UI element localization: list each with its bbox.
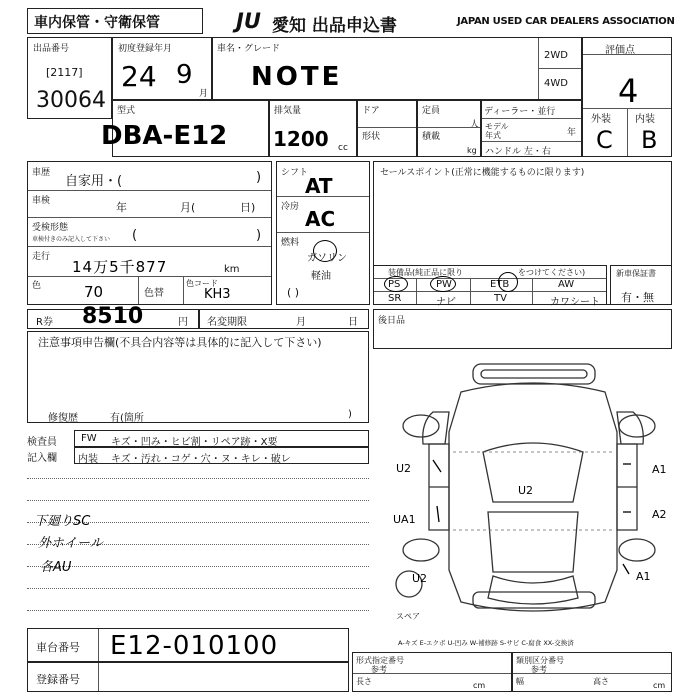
- mileage-label: 走行: [32, 252, 51, 262]
- equip-etb-circle: [498, 272, 518, 292]
- typeno-cm: cm: [473, 681, 486, 690]
- recycle-label: R券: [36, 317, 53, 328]
- shift-block: [276, 161, 370, 305]
- mark-a2-right: A2: [652, 508, 667, 521]
- disp-cell: [269, 100, 357, 157]
- fuel-gas: ガソリン: [307, 253, 347, 264]
- mileage-unit: km: [224, 264, 240, 275]
- name-cell: [212, 37, 582, 100]
- storage-box: [27, 8, 203, 34]
- wheel-front-right: [619, 415, 655, 437]
- dealer-label: ディーラー・並行: [484, 107, 556, 117]
- inspector-fw: FW: [81, 433, 97, 444]
- color-change-label: 色替: [144, 288, 164, 299]
- mark-a1-front-right: A1: [652, 463, 667, 476]
- spare-label: スペア: [396, 612, 420, 621]
- namechange-month: 月: [296, 317, 306, 328]
- shaken-day: 日): [240, 201, 256, 214]
- reg-month: 9: [176, 60, 193, 90]
- recycle-value: 8510: [82, 304, 144, 329]
- classno-label: 類別区分番号: [516, 656, 564, 665]
- displacement: 1200: [273, 127, 329, 151]
- inspector-int-row: [74, 447, 369, 464]
- inspector-label-2: 記入欄: [27, 453, 57, 464]
- equip-pw: PW: [436, 279, 452, 290]
- typeno-label: 形式指定番号: [356, 656, 404, 665]
- cool-value: AC: [305, 207, 336, 231]
- later-block: [373, 309, 672, 349]
- drive-2wd: 2WD: [544, 50, 568, 61]
- mark-u2-center: U2: [518, 484, 534, 497]
- dealer-cell: [481, 100, 582, 157]
- model-cell: [101, 100, 269, 157]
- classno-block: [512, 652, 672, 692]
- lot-label: 出品番号: [33, 44, 70, 54]
- inspector-fw-items: キズ・凹み・ヒビ割・リペア跡・X要: [111, 437, 278, 448]
- chassis-number: E12-010100: [110, 631, 279, 661]
- model-year-unit: 年: [567, 128, 577, 138]
- lot-bracket: [2117]: [46, 66, 83, 79]
- warranty-value: 有・無: [621, 291, 654, 304]
- history-close: ): [256, 170, 262, 185]
- regnum-label: 登録番号: [36, 673, 80, 686]
- car-damage-diagram: [373, 352, 672, 652]
- model-label: 型式: [117, 106, 136, 116]
- chassis-label: 車台番号: [36, 641, 80, 654]
- typeno-ref: 参考: [371, 665, 387, 674]
- association-name: JAPAN USED CAR DEALERS ASSOCIATION: [457, 16, 675, 27]
- repair-close: ): [348, 409, 352, 420]
- shaken-month: 月(: [180, 201, 196, 214]
- shift-value: AT: [305, 174, 333, 198]
- equip-tv: TV: [494, 293, 507, 304]
- warranty-label: 新車保証書: [616, 269, 656, 278]
- note-line-3: 各AU: [40, 560, 72, 575]
- fuel-label: 燃料: [281, 238, 300, 248]
- disp-unit: cc: [338, 143, 348, 153]
- namechange-day: 日: [348, 317, 358, 328]
- namechange-cell: [199, 309, 369, 329]
- ju-logo: JU: [236, 9, 261, 33]
- equip-sr: SR: [388, 293, 402, 304]
- shaken-label: 車検: [32, 196, 51, 206]
- history-value: 自家用・(: [65, 174, 123, 189]
- receive-close: ): [256, 228, 262, 243]
- storage-label: 車内保管・守衛保管: [34, 15, 160, 31]
- inspector-fw-row: [74, 430, 369, 447]
- typeno-block: [352, 652, 512, 692]
- body-outline: [449, 383, 617, 611]
- ext-score: C: [596, 126, 613, 154]
- notice-block: [27, 331, 369, 423]
- recycle-unit: 円: [178, 317, 188, 328]
- repair-value: 有(箇所: [110, 413, 144, 424]
- int-label: 内装: [635, 114, 655, 125]
- inspector-int-items: キズ・汚れ・コゲ・穴・ヌ・キレ・破レ: [111, 454, 291, 465]
- history-label: 車歴: [32, 168, 51, 178]
- chassis-row: [27, 628, 349, 662]
- score-value: 4: [618, 72, 639, 110]
- note-line-1: 下廻りSC: [34, 514, 91, 529]
- equip-navi: ナビ: [436, 297, 456, 308]
- reg-month-unit: 月: [199, 89, 209, 99]
- classno-cm: cm: [653, 681, 666, 690]
- handle-label: ハンドル 左・右: [485, 147, 551, 157]
- mark-a1-rear-right: A1: [636, 570, 651, 583]
- color-code: KH3: [204, 287, 231, 302]
- drive-4wd: 4WD: [544, 78, 568, 89]
- front-bumper: [473, 364, 595, 384]
- shaken-year: 年: [116, 201, 127, 214]
- fuel-other: ( ): [287, 286, 300, 299]
- mark-u2-rear: U2: [412, 572, 428, 585]
- int-score: B: [641, 126, 658, 154]
- model-year-label: モデル 年式: [485, 122, 509, 140]
- cool-label: 冷房: [281, 202, 300, 212]
- color-code-label: 色コード: [186, 279, 218, 288]
- classno-width: 幅: [516, 677, 524, 686]
- note-line-2: 外ホイール: [38, 536, 103, 551]
- equip-ps: PS: [388, 279, 401, 290]
- sales-label: セールスポイント(正常に機能するものに限ります): [380, 168, 585, 178]
- wheel-front-left: [403, 415, 439, 437]
- color-value: 70: [84, 283, 104, 301]
- inspector-int: 内装: [78, 454, 98, 465]
- receive-note: 車検付きのみ記入して下さい: [32, 236, 111, 243]
- repair-label: 修復歴: [48, 413, 78, 424]
- ext-label: 外装: [591, 114, 611, 125]
- door-label: ドア: [362, 106, 380, 116]
- wheel-rear-left: [403, 539, 439, 561]
- equip-pw-circle: [430, 276, 456, 292]
- wheel-rear-right: [619, 539, 655, 561]
- model-code: DBA-E12: [101, 121, 228, 151]
- equip-ps-circle: [384, 276, 408, 292]
- regnum-row: [27, 662, 349, 692]
- disp-label: 排気量: [274, 106, 302, 116]
- car-name: NOTE: [251, 62, 343, 92]
- receive-label: 受検形態: [32, 223, 69, 233]
- reg-cell: [112, 37, 212, 100]
- namechange-label: 名変期限: [207, 317, 247, 328]
- receive-open: (: [132, 228, 138, 243]
- equip-circle-note: をつけてください): [518, 268, 586, 277]
- fuel-diesel: 軽油: [311, 271, 331, 282]
- equip-seat: カワシート: [550, 297, 600, 308]
- reg-label: 初度登録年月: [118, 44, 173, 54]
- classno-ref: 参考: [531, 665, 547, 674]
- form-title: 愛知 出品申込書: [272, 16, 397, 36]
- color-label: 色: [32, 281, 42, 291]
- shift-label: シフト: [281, 168, 309, 178]
- score-cell: [582, 37, 672, 157]
- load-unit: kg: [467, 146, 477, 155]
- door-cell: [357, 100, 417, 157]
- lot-number: 30064: [36, 88, 106, 113]
- classno-height: 高さ: [593, 677, 609, 686]
- warranty-block: [610, 265, 672, 305]
- shape-label: 形状: [362, 132, 381, 142]
- score-label: 評価点: [605, 45, 635, 56]
- damage-legend: A-キズ E-エクボ U-凹み W-補修跡 S-サビ C-腐食 XX-交換済: [398, 639, 574, 647]
- typeno-length: 長さ: [356, 677, 372, 686]
- equip-label: 装備品(純正品に限り: [388, 268, 464, 277]
- capacity-cell: [417, 100, 481, 157]
- later-label: 後日品: [378, 316, 406, 326]
- equip-block: [373, 265, 607, 308]
- equip-aw: AW: [558, 279, 575, 290]
- load-label: 積載: [422, 132, 441, 142]
- fuel-gas-circle: [313, 240, 337, 262]
- recycle-cell: [27, 304, 199, 329]
- capacity-label: 定員: [422, 106, 441, 116]
- name-label: 車名・グレード: [217, 44, 281, 54]
- mark-u2-left: U2: [396, 462, 412, 475]
- capacity-unit: 人: [470, 120, 480, 130]
- inspector-label-1: 検査員: [27, 437, 57, 448]
- mark-ua1-left: UA1: [393, 513, 416, 526]
- equip-etb: ETB: [490, 279, 510, 290]
- history-block: [27, 161, 272, 305]
- lot-cell: [27, 37, 112, 119]
- mileage-value: 14万5千877: [72, 258, 168, 276]
- reg-year: 24: [121, 60, 157, 93]
- notice-label: 注意事項申告欄(不具合内容等は具体的に記入して下さい): [38, 336, 322, 349]
